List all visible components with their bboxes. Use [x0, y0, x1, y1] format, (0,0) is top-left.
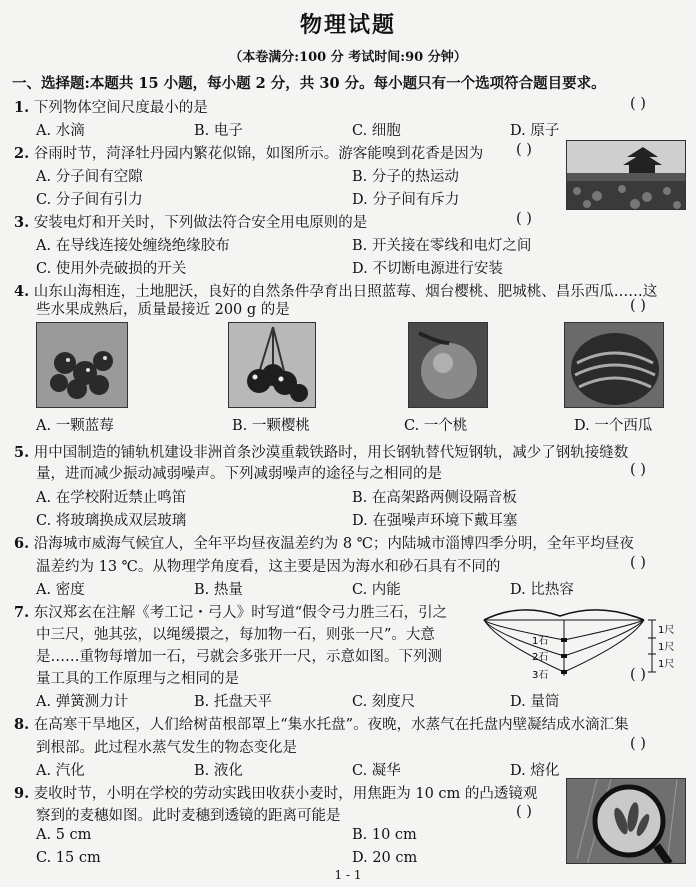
question-1-stem: 1. 下列物体空间尺度最小的是 — [14, 99, 208, 116]
q1-option-a: A. 水滴 — [36, 123, 85, 139]
q4-option-c: C. 一个桃 — [404, 418, 468, 434]
question-9-stem: 9. 麦收时节，小明在学校的劳动实践田收获小麦时，用焦距为 10 cm 的凸透镜观 — [14, 785, 538, 802]
question-7-stem: 7. 东汉郑玄在注解《考工记・弓人》时写道“假令弓力胜三石，引之 — [14, 604, 448, 621]
watermelon-photo — [564, 322, 664, 408]
question-6-stem: 6. 沿海城市威海气候宜人，全年平均昼夜温差约为 8 ℃；内陆城市淄博四季分明，全年平均昼夜 — [14, 535, 634, 552]
q7-option-d: D. 量筒 — [510, 694, 560, 710]
bow-diagram — [480, 598, 686, 690]
peach-photo — [408, 322, 488, 408]
q7-option-b: B. 托盘天平 — [194, 694, 272, 710]
question-7-stem-cont: 中三尺，弛其弦，以绳缓擐之，每加物一石，则张一尺”。大意 — [36, 627, 435, 643]
blueberry-photo — [36, 322, 128, 408]
question-7-stem-cont: 量工具的工作原理与之相同的是 — [36, 671, 239, 687]
q4-option-b: B. 一颗樱桃 — [232, 418, 310, 434]
answer-bracket: ( ) — [630, 462, 646, 478]
question-8-stem-cont: 到根部。此过程水蒸气发生的物态变化是 — [36, 740, 297, 756]
stone-label-3: 3石 — [532, 670, 549, 681]
question-7-stem-cont: 是……重物每增加一石，弓就会多张开一尺，示意如图。下列测 — [36, 649, 442, 665]
q7-option-c: C. 刻度尺 — [352, 694, 416, 710]
question-3-stem: 3. 安装电灯和开关时，下列做法符合安全用电原则的是 — [14, 214, 368, 231]
q8-option-c: C. 凝华 — [352, 763, 401, 779]
answer-bracket: ( ) — [630, 96, 646, 112]
q8-option-d: D. 熔化 — [510, 763, 560, 779]
q1-option-b: B. 电子 — [194, 123, 243, 139]
q6-option-d: D. 比热容 — [510, 582, 574, 598]
q9-option-c: C. 15 cm — [36, 850, 101, 866]
answer-bracket: ( ) — [516, 211, 532, 227]
question-4-stem-cont: 些水果成熟后，质量最接近 200 g 的是 — [36, 302, 290, 318]
q3-option-b: B. 开关接在零线和电灯之间 — [352, 238, 532, 254]
answer-bracket: ( ) — [630, 667, 646, 683]
answer-bracket: ( ) — [630, 298, 646, 314]
question-2-stem: 2. 谷雨时节，菏泽牡丹园内繁花似锦，如图所示。游客能嗅到花香是因为 — [14, 145, 484, 162]
question-5-stem: 5. 用中国制造的铺轨机建设非洲首条沙漠重载铁路时，用长钢轨替代短钢轨，减少了钢轨接缝数 — [14, 444, 629, 461]
chi-label-2: 1尺 — [658, 642, 675, 653]
exam-info: （本卷满分:100 分 考试时间:90 分钟） — [229, 50, 467, 65]
q3-option-d: D. 不切断电源进行安装 — [352, 261, 503, 277]
q5-option-d: D. 在强噪声环境下戴耳塞 — [352, 513, 518, 529]
answer-bracket: ( ) — [516, 804, 532, 820]
chi-label-1: 1尺 — [658, 625, 675, 636]
q2-option-d: D. 分子间有斥力 — [352, 192, 460, 208]
q1-option-c: C. 细胞 — [352, 123, 401, 139]
q5-option-c: C. 将玻璃换成双层玻璃 — [36, 513, 187, 529]
answer-bracket: ( ) — [630, 736, 646, 752]
section-heading: 一、选择题:本题共 15 小题，每小题 2 分，共 30 分。每小题只有一个选项符合题目要求。 — [12, 75, 606, 92]
question-8-stem: 8. 在高寒干旱地区，人们给树苗根部罩上“集水托盘”。夜晚，水蒸气在托盘内壁凝结成水滴汇集 — [14, 716, 629, 733]
q5-option-b: B. 在高架路两侧设隔音板 — [352, 490, 517, 506]
cherry-photo — [228, 322, 316, 408]
q2-option-b: B. 分子的热运动 — [352, 169, 459, 185]
q9-option-b: B. 10 cm — [352, 827, 417, 843]
peony-garden-photo — [566, 140, 686, 210]
q8-option-a: A. 汽化 — [36, 763, 85, 779]
q6-option-a: A. 密度 — [36, 582, 85, 598]
q9-option-a: A. 5 cm — [36, 827, 92, 843]
q4-option-a: A. 一颗蓝莓 — [36, 418, 114, 434]
q9-option-d: D. 20 cm — [352, 850, 418, 866]
answer-bracket: ( ) — [630, 555, 646, 571]
question-6-stem-cont: 温差约为 13 ℃。从物理学角度看，这主要是因为海水和砂石具有不同的 — [36, 559, 501, 575]
q5-option-a: A. 在学校附近禁止鸣笛 — [36, 490, 187, 506]
q4-option-d: D. 一个西瓜 — [574, 418, 653, 434]
q8-option-b: B. 液化 — [194, 763, 243, 779]
q6-option-b: B. 热量 — [194, 582, 243, 598]
chi-label-3: 1尺 — [658, 659, 675, 670]
answer-bracket: ( ) — [516, 142, 532, 158]
question-9-stem-cont: 察到的麦穗如图。此时麦穗到透镜的距离可能是 — [36, 808, 341, 824]
q7-option-a: A. 弹簧测力计 — [36, 694, 129, 710]
q3-option-c: C. 使用外壳破损的开关 — [36, 261, 187, 277]
stone-label-1: 1石 — [532, 636, 549, 647]
q1-option-d: D. 原子 — [510, 123, 560, 139]
q2-option-c: C. 分子间有引力 — [36, 192, 143, 208]
page-number: 1 - 1 — [334, 868, 362, 882]
wheat-lens-photo — [566, 778, 686, 864]
stone-label-2: 2石 — [532, 652, 549, 663]
page-title: 物理试题 — [299, 12, 396, 38]
q2-option-a: A. 分子间有空隙 — [36, 169, 143, 185]
question-5-stem-cont: 量，进而减少振动减弱噪声。下列减弱噪声的途径与之相同的是 — [36, 466, 442, 482]
q6-option-c: C. 内能 — [352, 582, 401, 598]
q3-option-a: A. 在导线连接处缠绕绝缘胶布 — [36, 238, 230, 254]
question-4-stem: 4. 山东山海相连，土地肥沃，良好的自然条件孕育出日照蓝莓、烟台樱桃、肥城桃、昌乐西瓜……这 — [14, 283, 658, 300]
